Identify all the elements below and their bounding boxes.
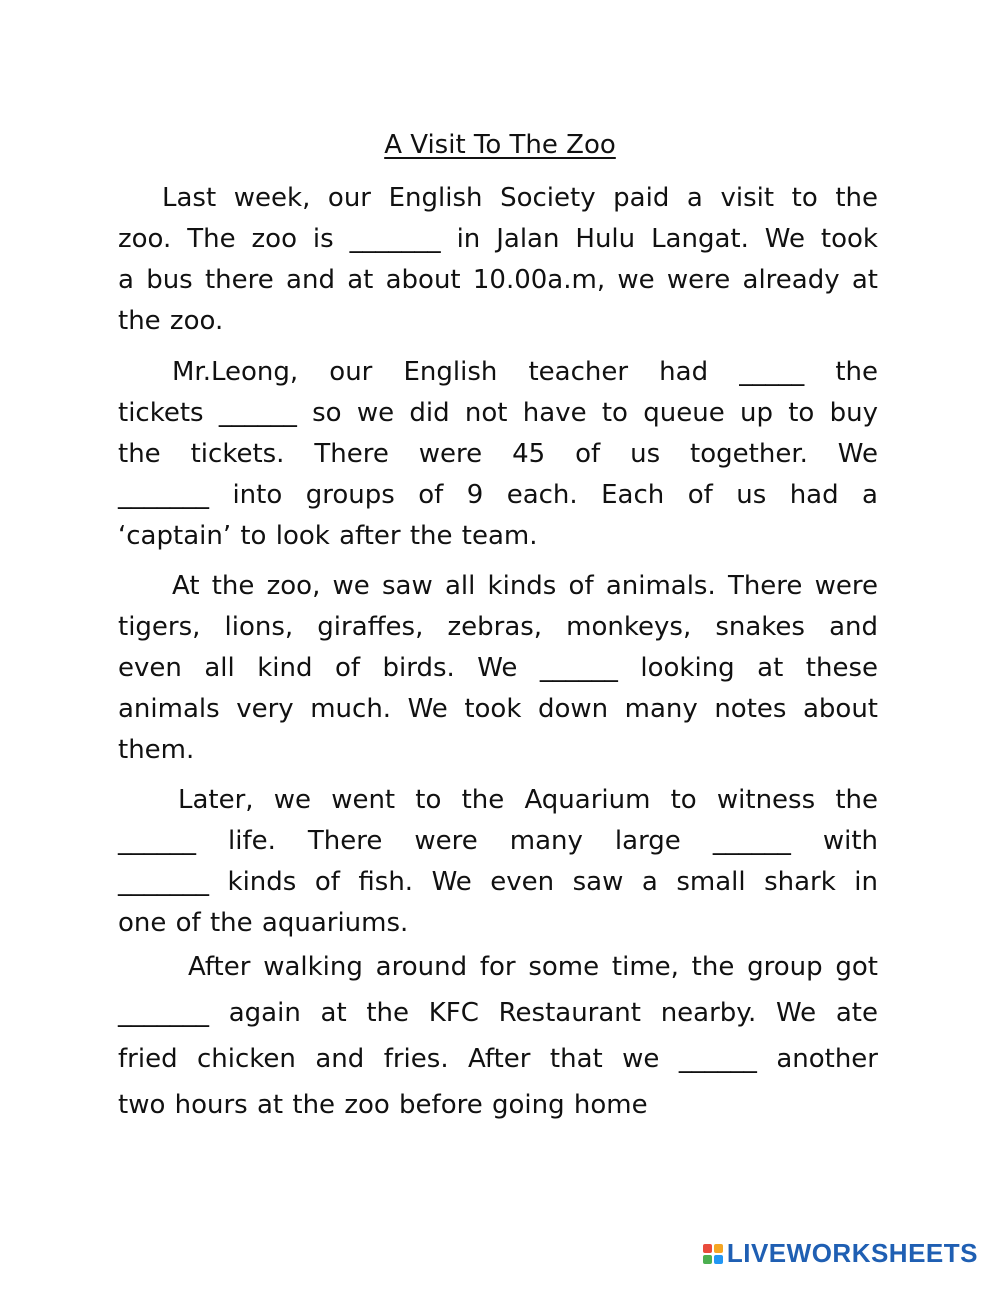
page-title: A Visit To The Zoo [384,130,616,160]
paragraph-line: _______ kinds of fish. We even saw a small shark in [118,867,878,897]
paragraph-line: fried chicken and fries. After that we ______ another [118,1044,878,1074]
paragraph-line: even all kind of birds. We ______ looking at these [118,653,878,683]
paragraph-line: zoo. The zoo is _______ in Jalan Hulu Langat. We took [118,224,878,254]
paragraph-2 [118,352,878,557]
paragraph-line: ______ life. There were many large ______ with [118,826,878,856]
paragraph-3 [118,566,878,771]
paragraph-line: Last week, our English Society paid a visit to the [162,183,878,213]
paragraph-line: ‘captain’ to look after the team. [118,521,538,551]
paragraph-5 [118,944,878,1128]
logo-mark-icon [703,1244,723,1264]
logo-text: LIVEWORKSHEETS [726,1238,978,1268]
paragraph-line: the tickets. There were 45 of us together. We [118,439,878,469]
paragraph-line: two hours at the zoo before going home [118,1090,648,1120]
paragraph-line: them. [118,735,195,765]
paragraph-line: Later, we went to the Aquarium to witness the [178,785,878,815]
paragraph-line: Mr.Leong, our English teacher had _____ the [172,357,878,387]
paragraph-1 [118,178,878,342]
paragraph-line: a bus there and at about 10.00a.m, we were already at [118,265,878,295]
paragraph-line: tickets ______ so we did not have to queue up to buy [118,398,878,428]
paragraph-line: tigers, lions, giraffes, zebras, monkeys, snakes and [118,612,878,642]
paragraph-line: _______ into groups of 9 each. Each of us had a [118,480,878,510]
liveworksheets-logo [703,1238,978,1269]
paragraph-4 [118,780,878,944]
paragraph-line: At the zoo, we saw all kinds of animals. There were [172,571,878,601]
paragraph-line: the zoo. [118,306,224,336]
paragraph-line: one of the aquariums. [118,908,409,938]
paragraph-line: animals very much. We took down many notes about [118,694,878,724]
paragraph-line: After walking around for some time, the group got [188,952,878,982]
paragraph-line: _______ again at the KFC Restaurant nearby. We ate [118,998,878,1028]
